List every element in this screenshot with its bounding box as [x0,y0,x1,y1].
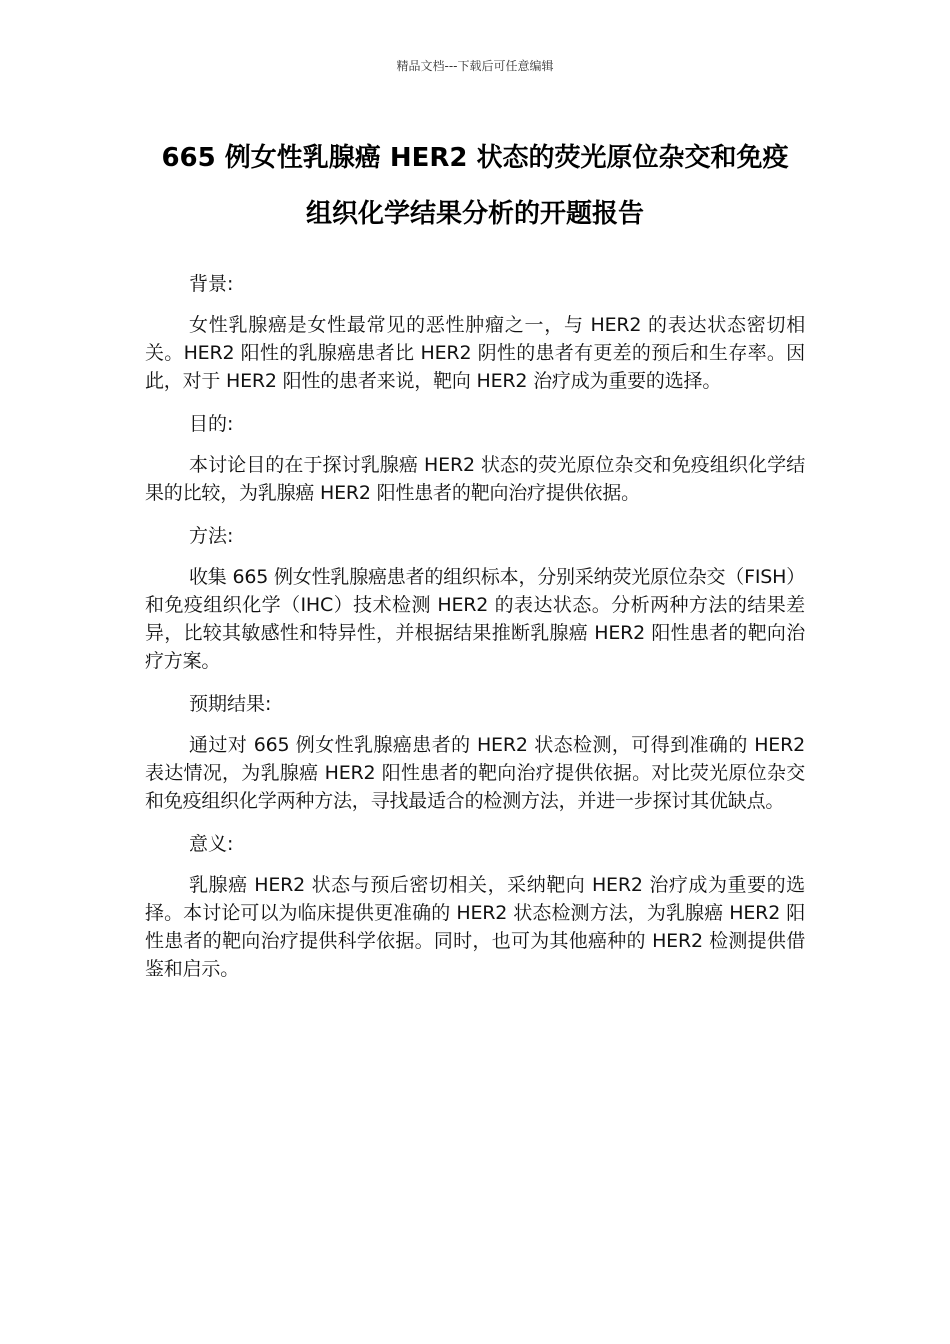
section-text-expected-results: 通过对 665 例女性乳腺癌患者的 HER2 状态检测，可得到准确的 HER2 表达情况，为乳腺癌 HER2 阳性患者的靶向治疗提供依据。对比荧光原位杂交和免疫组织化学两种方法，寻找最适合的检测方法，并进一步探讨其优缺点。 [145,734,805,812]
document-body [145,270,805,998]
section-label-background: 背景: [189,273,234,295]
title-line-1: 665 例女性乳腺癌 HER2 状态的荧光原位杂交和免疫 [161,143,789,173]
section-text-methods: 收集 665 例女性乳腺癌患者的组织标本，分别采纳荧光原位杂交（FISH）和免疫组织化学（IHC）技术检测 HER2 的表达状态。分析两种方法的结果差异，比较其敏感性和特异性，并根据结果推断乳腺癌 HER2 阳性患者的靶向治疗方案。 [145,566,805,672]
section-label-objective: 目的: [189,413,234,435]
page-header: 精品文档---下载后可任意编辑 [396,59,554,73]
section-text-objective: 本讨论目的在于探讨乳腺癌 HER2 状态的荧光原位杂交和免疫组织化学结果的比较，为乳腺癌 HER2 阳性患者的靶向治疗提供依据。 [145,454,805,504]
title-line-2: 组织化学结果分析的开题报告 [305,199,644,229]
section-text-background: 女性乳腺癌是女性最常见的恶性肿瘤之一，与 HER2 的表达状态密切相关。HER2 阳性的乳腺癌患者比 HER2 阴性的患者有更差的预后和生存率。因此，对于 HER2 阳性的患者来说，靶向 HER2 治疗成为重要的选择。 [145,314,805,392]
document-title [140,130,810,242]
section-text-significance: 乳腺癌 HER2 状态与预后密切相关，采纳靶向 HER2 治疗成为重要的选择。本讨论可以为临床提供更准确的 HER2 状态检测方法，为乳腺癌 HER2 阳性患者的靶向治疗提供科学依据。同时，也可为其他癌种的 HER2 检测提供借鉴和启示。 [145,874,805,980]
section-label-significance: 意义: [189,833,234,855]
section-label-methods: 方法: [189,525,234,547]
section-label-expected-results: 预期结果: [189,693,272,715]
